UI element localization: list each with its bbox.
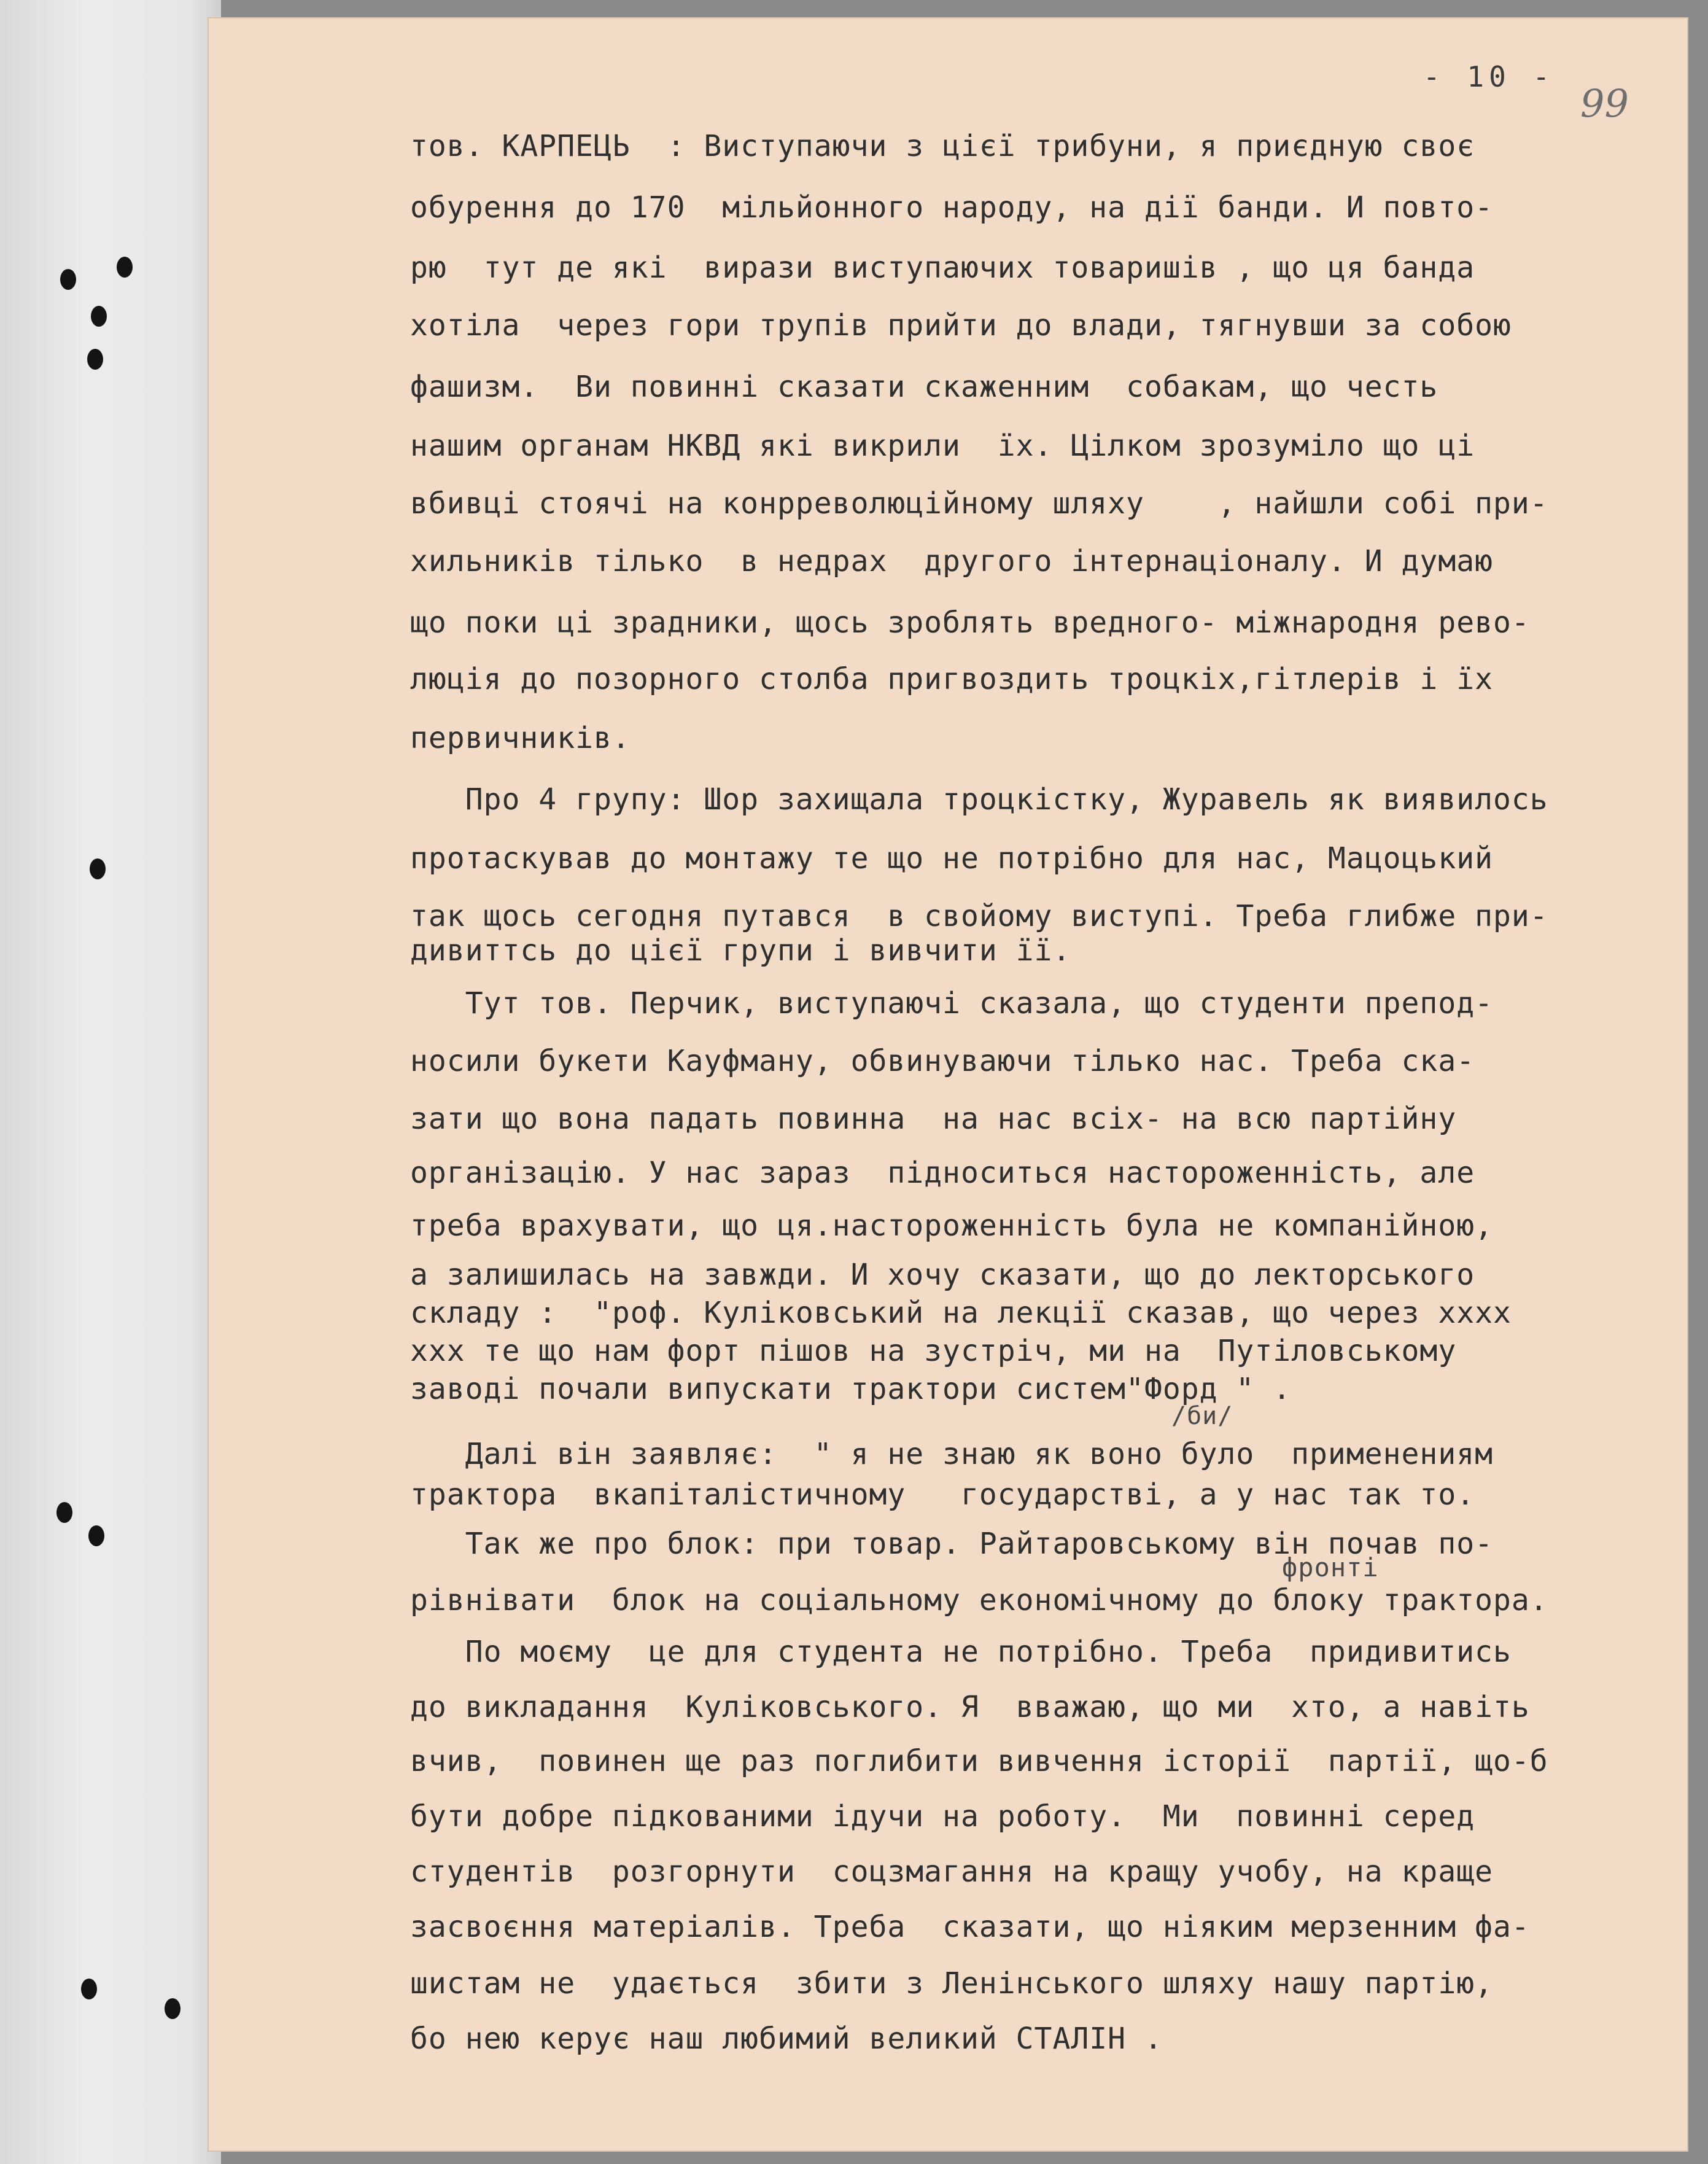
punch-hole — [87, 349, 103, 370]
text-line: носили букети Кауфману, обвинуваючи тілько нас. Треба ска- — [410, 1044, 1475, 1078]
text-line: складу : "роф. Куліковський на лекції сказав, що через xxxx — [410, 1296, 1512, 1330]
punch-hole — [60, 269, 76, 290]
text-line: Далі він заявляє: " я не знаю як воно було применениям — [410, 1437, 1494, 1471]
punch-hole — [91, 306, 107, 327]
text-line: дивиттсь до цієї групи і вивчити її. — [410, 933, 1071, 968]
punch-hole — [117, 257, 133, 278]
text-line: до викладання Куліковського. Я вважаю, що ми хто, а навіть — [410, 1690, 1530, 1724]
text-line: бути добре підкованими ідучи на роботу. Ми повинні серед — [410, 1799, 1475, 1834]
text-line: вбивці стоячі на конрреволюційному шляху , найшли собі при- — [410, 486, 1548, 521]
text-line: люція до позорного столба пригвоздить троцкіх,гітлерів і їх — [410, 662, 1494, 696]
text-line: рівнівати блок на соціальному економічному до блоку трактора. — [410, 1583, 1548, 1617]
text-line: фашизм. Ви повинні сказати скаженним собакам, що честь — [410, 370, 1438, 404]
text-line: xxx те що нам форт пішов на зустріч, ми на Путіловському — [410, 1334, 1457, 1368]
text-line: трактора вкапіталістичному государстві, а у нас так то. — [410, 1477, 1475, 1512]
text-line: організацію. У нас зараз підноситься настороженність, але — [410, 1156, 1475, 1190]
text-line: рю тут де які вирази виступаючих товаришів , що ця банда — [410, 251, 1475, 285]
punch-hole — [90, 858, 106, 879]
typed-insertion: фронті — [1282, 1552, 1379, 1582]
text-line: так щось сегодня путався в свойому виступі. Треба глибже при- — [410, 899, 1548, 933]
text-line: Так же про блок: при товар. Райтаровському він почав по- — [410, 1527, 1494, 1561]
text-line: заводі почали випускати трактори систем"Форд " . — [410, 1372, 1292, 1406]
text-line: засвоєння матеріалів. Треба сказати, що ніяким мерзенним фа- — [410, 1910, 1530, 1944]
archive-page-number: 99 — [1580, 81, 1629, 126]
text-line: вчив, повинен ще раз поглибити вивчення історії партії, що-б — [410, 1744, 1548, 1778]
text-line: тов. КАРПЕЦЬ : Виступаючи з цієї трибуни, я приєдную своє — [410, 129, 1475, 163]
typed-text-body — [410, 129, 1687, 2056]
text-line: хотіла через гори трупів прийти до влади, тягнувши за собою — [410, 308, 1512, 343]
page-number: - 10 - — [1423, 60, 1555, 93]
text-line: що поки ці зрадники, щось зроблять вредного- міжнародня рево- — [410, 605, 1530, 640]
text-line: обурення до 170 мільйонного народу, на дії банди. И повто- — [410, 190, 1494, 225]
text-line: студентів розгорнути соцзмагання на кращу учобу, на краще — [410, 1855, 1494, 1889]
text-line: нашим органам НКВД які викрили їх. Цілком зрозуміло що ці — [410, 429, 1475, 463]
punch-hole — [81, 1979, 97, 1999]
punch-hole — [56, 1502, 72, 1523]
text-line: зати що вона падать повинна на нас всіх- на всю партійну — [410, 1102, 1457, 1136]
text-line: бо нею керує наш любимий великий СТАЛІН . — [410, 2022, 1163, 2056]
text-line: протаскував до монтажу те що не потрібно для нас, Мацоцький — [410, 841, 1494, 876]
text-line: а залишилась на завжди. И хочу сказати, що до лекторського — [410, 1258, 1475, 1292]
text-line: треба врахувати, що ця.настороженність була не компанійною, — [410, 1208, 1494, 1243]
archival-backing-strip — [0, 0, 221, 2164]
text-line: Про 4 групу: Шор захищала троцкістку, Журавель як виявилось — [410, 782, 1548, 817]
text-line: По моєму це для студента не потрібно. Треба придивитись — [410, 1635, 1512, 1669]
text-line: первичників. — [410, 721, 631, 755]
text-line: шистам не удається збити з Ленінського шляху нашу партію, — [410, 1966, 1494, 2001]
punch-hole — [165, 1998, 181, 2019]
handwritten-insertion: /би/ — [1171, 1402, 1233, 1430]
text-line: Тут тов. Перчик, виступаючі сказала, що студенти препод- — [410, 986, 1494, 1021]
punch-hole — [88, 1525, 104, 1546]
text-line: хильників тілько в недрах другого інтернаціоналу. И думаю — [410, 544, 1494, 578]
